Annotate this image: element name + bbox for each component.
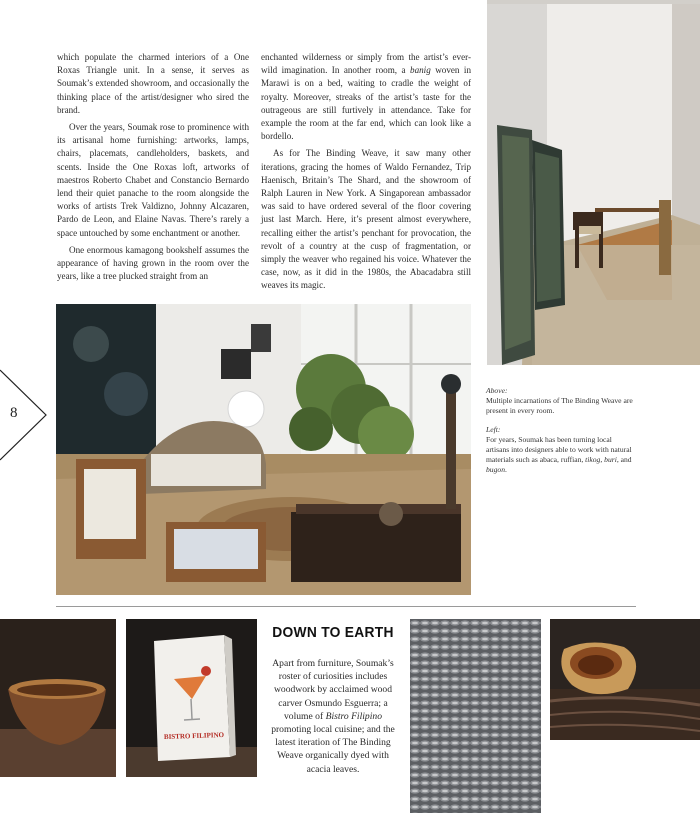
woven-textile-illustration bbox=[410, 619, 541, 813]
hallway-photo-illustration bbox=[487, 0, 700, 365]
article-paragraph: Over the years, Soumak rose to prominence with its artisanal home furnishing: artworks, lamps, chairs, placemats, candleholders, baskets, and scents. Inside the One Roxas loft, artworks of maestros Roberto Chabet and Constancio Bernardo lend their quiet panache to the room alongside the works of artists Trek Valdizno, Johnny Alcazaren, Pardo de Leon, and Elaine Navas. There’s rarely a space untouched by some enchantment or another. bbox=[57, 122, 249, 238]
page-number: 8 bbox=[10, 405, 18, 421]
article-paragraph: One enormous kamagong bookshelf assumes the appearance of having grown in the room over the years, like a tree plucked straight from an bbox=[57, 244, 249, 282]
book-cover-title: BISTRO FILIPINO bbox=[163, 730, 225, 742]
book-illustration bbox=[126, 619, 257, 777]
article-paragraph: As for The Binding Weave, it saw many other iterations, gracing the homes of Waldo Fernandez, Trip Haenisch, Britain’s The Shard, and the showroom of Ralph Lauren in New York. A Singaporean ambassador was said to have ordered several of the floor covering just last March. Here, it’s present almost everywhere, recalling either the artist’s penchant for provocation, the revolt of a country at the cusp of fragmentation, or simply the weaver who regained his voice. Whatever the case, now, as it did in the 1980s, the Abacadabra still weaves its magic. bbox=[261, 148, 471, 291]
living-room-photo bbox=[56, 304, 471, 595]
carved-bowl-illustration bbox=[550, 619, 700, 740]
section-divider bbox=[56, 606, 636, 607]
caption-left: Left: For years, Soumak has been turning local artisans into designers able to work with natural materials such as abaca, ruffian, tikog, buri, and bugon. bbox=[486, 424, 632, 475]
photo-captions bbox=[486, 386, 636, 484]
wooden-bowl-illustration bbox=[0, 619, 116, 777]
caption-above: Above: Multiple incarnations of The Binding Weave are present in every room. bbox=[486, 386, 633, 416]
article-paragraph: enchanted wilderness or simply from the artist’s ever-wild imagination. In another room, a banig woven in Marawi is on a bed, waiting to cradle the weight of royalty. Moreover, streaks of the artist’s taste for the outrageous are still furtively in attendance. Take for example the room at the far end, which can look like a bordello. bbox=[261, 52, 471, 142]
sidebar-title: DOWN TO EARTH bbox=[272, 624, 394, 641]
living-room-illustration bbox=[56, 304, 471, 595]
woven-textile-photo bbox=[410, 619, 541, 813]
folio-chevron bbox=[0, 365, 50, 465]
hallway-photo bbox=[487, 0, 700, 365]
book-photo bbox=[126, 619, 257, 777]
carved-bowl-photo bbox=[550, 619, 700, 740]
sidebar-body: Apart from furniture, Soumak’s roster of curiosities includes woodwork by acclaimed wood carver Osmundo Esguerra; a volume of Bistro Filipino promoting local cuisine; and the latest iteration of The Binding Weave organically dyed with acacia leaves. bbox=[271, 658, 395, 775]
article-paragraph: which populate the charmed interiors of a One Roxas Triangle unit. In a sense, it serves as Soumak’s extended showroom, and occasionally the thinking place of the artist/designer who sired the brand. bbox=[57, 52, 249, 115]
article-left-column bbox=[57, 51, 249, 283]
article-right-column bbox=[261, 51, 471, 293]
wooden-bowl-photo bbox=[0, 619, 116, 777]
